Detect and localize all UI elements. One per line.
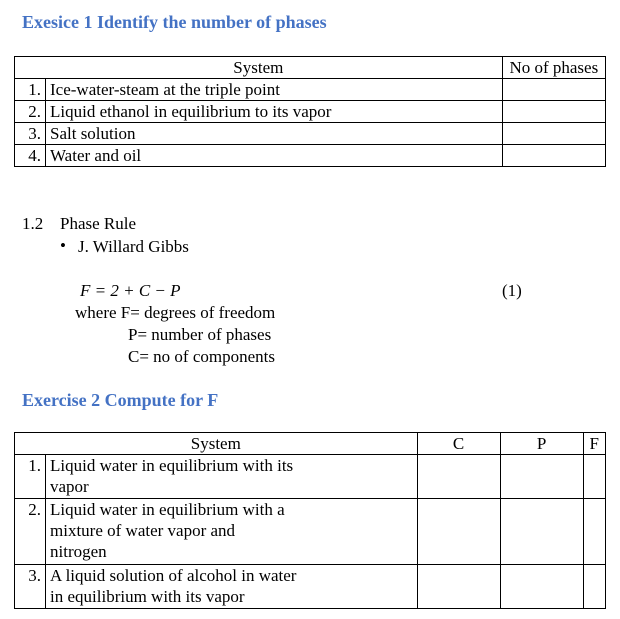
table-row [15,123,606,145]
row-phases-cell[interactable] [502,123,605,145]
section-title: Phase Rule [60,214,137,233]
section-number: 1.2 [22,214,44,233]
row-phases-cell[interactable] [502,145,605,167]
row-system-line: A liquid solution of alcohol in water [50,566,297,585]
row-f-cell[interactable] [583,455,605,499]
row-phases-cell[interactable] [502,101,605,123]
row-system-line: Liquid water in equilibrium with a [50,500,285,519]
row-system: Salt solution [46,123,503,145]
row-system [46,565,418,609]
table-row [15,101,606,123]
row-p-cell[interactable] [500,499,583,565]
row-system [46,499,418,565]
row-system-line: Liquid water in equilibrium with its [50,456,294,475]
row-system-line: in equilibrium with its vapor [50,587,245,606]
table-row [15,499,606,565]
equation-number: (1) [502,281,522,300]
where-f: where F= degrees of freedom [75,303,276,322]
row-number: 1. [15,79,46,101]
phase-rule-equation: F = 2 + C − P [80,281,181,300]
exercise2-heading: Exercise 2 Compute for F [22,390,219,410]
header-system: System [15,57,503,79]
exercise2-table [14,432,606,609]
bullet-gibbs: J. Willard Gibbs [78,237,189,256]
table-row [15,145,606,167]
header-no-of-phases: No of phases [502,57,605,79]
bullet-icon: • [60,236,66,255]
row-system-line: vapor [50,477,89,496]
row-f-cell[interactable] [583,499,605,565]
header-f: F [583,433,605,455]
header-p: P [500,433,583,455]
row-f-cell[interactable] [583,565,605,609]
row-system [46,455,418,499]
row-c-cell[interactable] [417,455,500,499]
header-system: System [15,433,418,455]
table-row [15,565,606,609]
row-system-line: nitrogen [50,542,107,561]
table-row [15,79,606,101]
where-c: C= no of components [128,347,275,366]
row-c-cell[interactable] [417,499,500,565]
row-system: Liquid ethanol in equilibrium to its vapor [46,101,503,123]
row-number: 2. [15,499,46,565]
row-number: 3. [15,565,46,609]
exercise1-table [14,56,606,167]
where-p: P= number of phases [128,325,272,344]
table-header-row [15,57,606,79]
row-phases-cell[interactable] [502,79,605,101]
row-number: 4. [15,145,46,167]
exercise1-heading: Exesice 1 Identify the number of phases [22,12,327,32]
header-c: C [417,433,500,455]
row-number: 2. [15,101,46,123]
row-system: Water and oil [46,145,503,167]
row-number: 1. [15,455,46,499]
row-p-cell[interactable] [500,455,583,499]
row-system-line: mixture of water vapor and [50,521,236,540]
row-c-cell[interactable] [417,565,500,609]
row-p-cell[interactable] [500,565,583,609]
row-system: Ice-water-steam at the triple point [46,79,503,101]
table-header-row [15,433,606,455]
table-row [15,455,606,499]
row-number: 3. [15,123,46,145]
